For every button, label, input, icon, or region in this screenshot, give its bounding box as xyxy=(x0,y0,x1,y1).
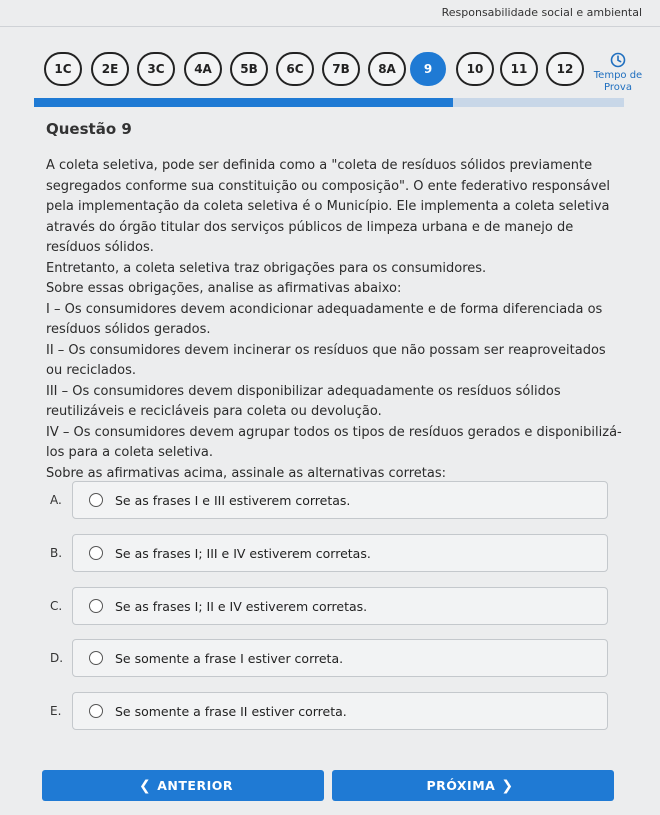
option-text: Se as frases I; III e IV estiverem corretas. xyxy=(115,545,371,561)
top-bar xyxy=(0,0,660,27)
next-button[interactable] xyxy=(332,770,614,801)
exam-timer[interactable] xyxy=(590,52,646,94)
question-nav-button[interactable]: 2E xyxy=(91,52,129,86)
question-nav-button[interactable]: 1C xyxy=(44,52,82,86)
option-c[interactable] xyxy=(50,587,608,625)
option-e[interactable] xyxy=(50,692,608,730)
timer-label-line2: Prova xyxy=(604,82,632,93)
question-paragraph: A coleta seletiva, pode ser definida como a "coleta de resíduos sólidos previamente segregados conforme sua constituição ou composição". O ente federativo responsável pela implementação da coleta seletiva é o Município. Ele implementa a coleta seletiva através do órgão titular dos serviços públicos de limpeza urbana e de manejo de resíduos sólidos. xyxy=(46,158,611,255)
question-paragraph: I – Os consumidores devem acondicionar adequadamente e de forma diferenciada os resíduos sólidos gerados. xyxy=(46,301,603,337)
question-nav-button[interactable]: 6C xyxy=(276,52,314,86)
question-statement xyxy=(46,156,626,484)
radio-button[interactable] xyxy=(89,704,103,718)
option-letter: D. xyxy=(50,651,64,665)
progress-bar-fill xyxy=(34,98,453,107)
option-box[interactable] xyxy=(72,587,608,625)
question-nav-button[interactable]: 12 xyxy=(546,52,584,86)
question-nav-button[interactable]: 7B xyxy=(322,52,360,86)
option-text: Se somente a frase II estiver correta. xyxy=(115,703,347,719)
progress-bar xyxy=(34,98,624,107)
option-text: Se as frases I e III estiverem corretas. xyxy=(115,492,351,508)
option-letter: C. xyxy=(50,599,63,613)
question-paragraph: Entretanto, a coleta seletiva traz obrigações para os consumidores. xyxy=(46,260,487,276)
option-box[interactable] xyxy=(72,534,608,572)
question-nav-button[interactable]: 11 xyxy=(500,52,538,86)
question-paragraph: IV – Os consumidores devem agrupar todos os tipos de resíduos gerados e disponibilizá-los para a coleta seletiva. xyxy=(46,424,622,460)
previous-button-label: ANTERIOR xyxy=(157,778,233,793)
option-box[interactable] xyxy=(72,639,608,677)
option-text: Se somente a frase I estiver correta. xyxy=(115,650,344,666)
question-paragraph: Sobre as afirmativas acima, assinale as alternativas corretas: xyxy=(46,465,447,481)
question-nav-button[interactable]: 3C xyxy=(137,52,175,86)
option-a[interactable] xyxy=(50,481,608,519)
question-nav-button[interactable]: 8A xyxy=(368,52,406,86)
radio-button[interactable] xyxy=(89,493,103,507)
option-letter: A. xyxy=(50,493,62,507)
radio-button[interactable] xyxy=(89,599,103,613)
question-paragraph: II – Os consumidores devem incinerar os resíduos que não possam ser reaproveitados ou reciclados. xyxy=(46,342,606,378)
question-title: Questão 9 xyxy=(46,120,132,138)
option-b[interactable] xyxy=(50,534,608,572)
question-nav-button[interactable]: 10 xyxy=(456,52,494,86)
option-box[interactable] xyxy=(72,481,608,519)
question-nav-button[interactable]: 4A xyxy=(184,52,222,86)
chevron-right-icon: ❯ xyxy=(501,777,514,794)
option-text: Se as frases I; II e IV estiverem corretas. xyxy=(115,598,368,614)
radio-button[interactable] xyxy=(89,651,103,665)
chevron-left-icon: ❮ xyxy=(139,777,152,794)
question-navigation xyxy=(0,52,660,92)
option-letter: E. xyxy=(50,704,62,718)
question-paragraph: III – Os consumidores devem disponibilizar adequadamente os resíduos sólidos reutilizáveis e recicláveis para coleta ou devolução. xyxy=(46,383,561,419)
question-paragraph: Sobre essas obrigações, analise as afirmativas abaixo: xyxy=(46,281,402,296)
radio-button[interactable] xyxy=(89,546,103,560)
previous-button[interactable] xyxy=(42,770,324,801)
course-title: Responsabilidade social e ambiental xyxy=(441,6,642,19)
next-button-label: PRÓXIMA xyxy=(426,778,496,793)
option-letter: B. xyxy=(50,546,63,560)
question-nav-button[interactable]: 9 xyxy=(410,52,446,86)
option-d[interactable] xyxy=(50,639,608,677)
clock-icon xyxy=(610,52,626,68)
timer-label-line1: Tempo de xyxy=(593,70,643,81)
option-box[interactable] xyxy=(72,692,608,730)
question-nav-button[interactable]: 5B xyxy=(230,52,268,86)
